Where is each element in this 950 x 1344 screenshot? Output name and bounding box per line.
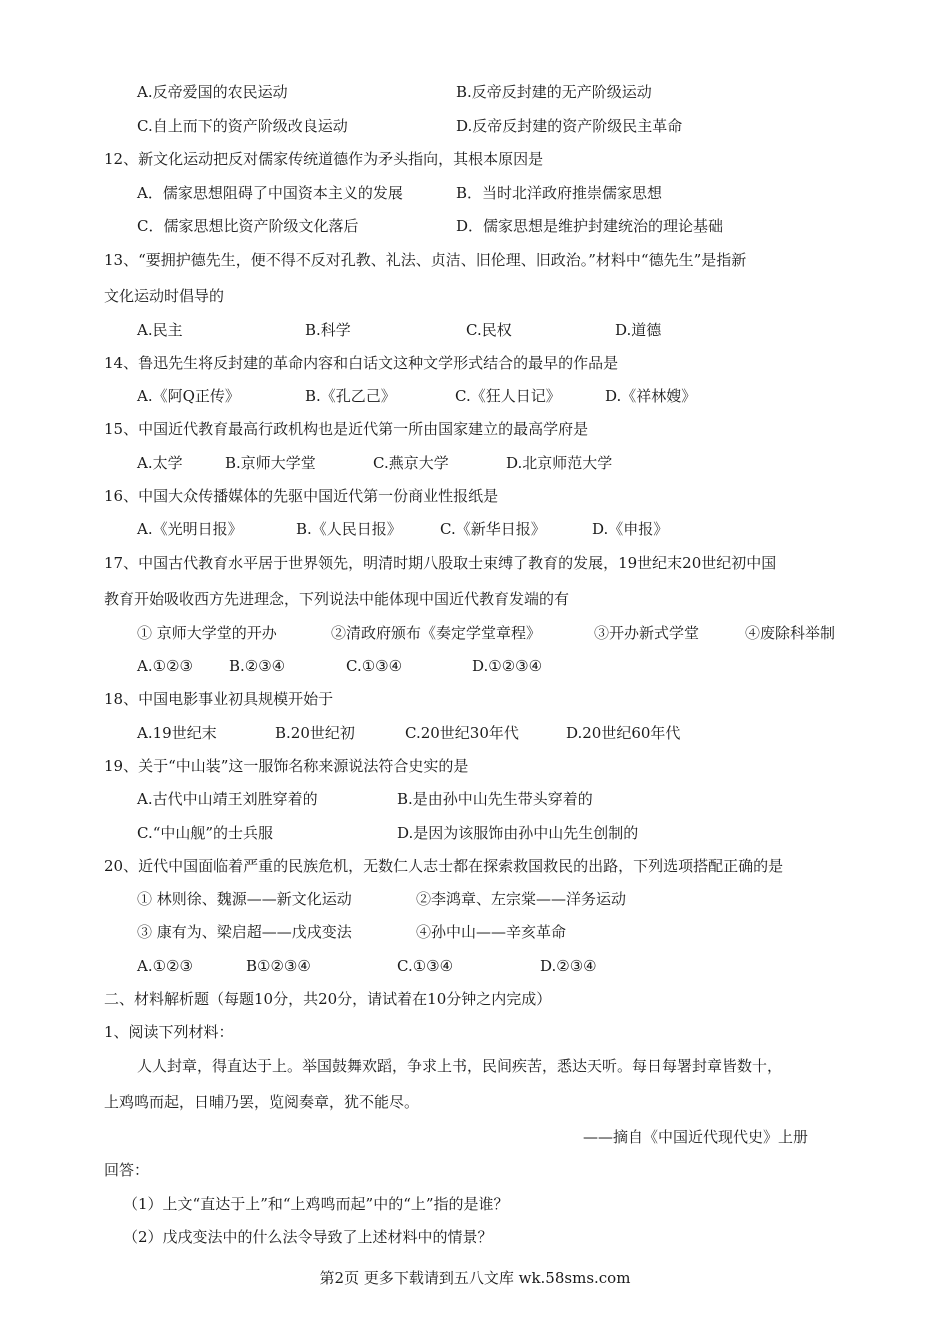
q20-option-a: A.①②③ — [137, 957, 193, 975]
q17-stem-line-1: 17、中国古代教育水平居于世界领先，明清时期八股取士束缚了教育的发展，19世纪末20世纪初中国 — [104, 554, 777, 572]
q18-stem: 18、中国电影事业初具规模开始于 — [104, 690, 334, 708]
q14-stem: 14、鲁迅先生将反封建的革命内容和白话文这种文学形式结合的最早的作品是 — [104, 354, 619, 372]
q11-option-c: C.自上而下的资产阶级改良运动 — [137, 117, 348, 135]
q12-option-d: D．儒家思想是维护封建统治的理论基础 — [456, 217, 724, 235]
material-text-line-2: 上鸡鸣而起，日晡乃罢，览阅奏章，犹不能尽。 — [104, 1093, 420, 1111]
q15-option-a: A.太学 — [137, 454, 183, 472]
q18-option-d: D.20世纪60年代 — [566, 724, 681, 742]
q17-option-a: A.①②③ — [137, 657, 193, 675]
q14-option-a: A.《阿Q正传》 — [137, 387, 240, 405]
q12-option-b: B．当时北洋政府推崇儒家思想 — [456, 184, 663, 202]
q17-item-4: ④废除科举制 — [745, 624, 836, 642]
q15-option-d: D.北京师范大学 — [506, 454, 613, 472]
q20-option-c: C.①③④ — [397, 957, 454, 975]
q12-option-a: A．儒家思想阻碍了中国资本主义的发展 — [137, 184, 403, 202]
q17-item-2: ②清政府颁布《奏定学堂章程》 — [331, 624, 542, 642]
q11-option-b: B.反帝反封建的无产阶级运动 — [456, 83, 652, 101]
q17-option-c: C.①③④ — [346, 657, 403, 675]
q19-option-a: A.古代中山靖王刘胜穿着的 — [137, 790, 318, 808]
q16-option-d: D.《申报》 — [592, 520, 669, 538]
q20-stem: 20、近代中国面临着严重的民族危机，无数仁人志士都在探索救国救民的出路，下列选项搭配正确的是 — [104, 857, 784, 875]
q13-option-b: B.科学 — [305, 321, 351, 339]
q12-option-c: C．儒家思想比资产阶级文化落后 — [137, 217, 359, 235]
q16-option-c: C.《新华日报》 — [440, 520, 546, 538]
q17-stem-line-2: 教育开始吸收西方先进理念，下列说法中能体现中国近代教育发端的有 — [104, 590, 570, 608]
q18-option-c: C.20世纪30年代 — [405, 724, 519, 742]
q19-option-c: C.“中山舰”的士兵服 — [137, 824, 274, 842]
q15-stem: 15、中国近代教育最高行政机构也是近代第一所由国家建立的最高学府是 — [104, 420, 589, 438]
q13-option-d: D.道德 — [615, 321, 662, 339]
page-footer: 第2页 更多下载请到五八文库 wk.58sms.com — [319, 1269, 631, 1287]
q15-option-b: B.京师大学堂 — [225, 454, 316, 472]
q17-option-d: D.①②③④ — [472, 657, 543, 675]
q16-stem: 16、中国大众传播媒体的先驱中国近代第一份商业性报纸是 — [104, 487, 499, 505]
q11-option-a: A.反帝爱国的农民运动 — [137, 83, 288, 101]
material-text-line-1: 人人封章，得直达于上。举国鼓舞欢蹈，争求上书，民间疾苦，悉达天听。每日每署封章皆数十， — [137, 1057, 783, 1075]
answer-label: 回答： — [104, 1161, 150, 1179]
q16-option-b: B.《人民日报》 — [296, 520, 402, 538]
q16-option-a: A.《光明日报》 — [137, 520, 243, 538]
q20-item-2: ②李鸿章、左宗棠——洋务运动 — [416, 890, 627, 908]
q18-option-b: B.20世纪初 — [275, 724, 355, 742]
q20-item-3: ③ 康有为、梁启超——戊戌变法 — [137, 923, 352, 941]
sub-question-2: （2）戊戌变法中的什么法令导致了上述材料中的情景？ — [123, 1228, 493, 1246]
q19-stem: 19、关于“中山装”这一服饰名称来源说法符合史实的是 — [104, 757, 469, 775]
q20-item-1: ① 林则徐、魏源——新文化运动 — [137, 890, 352, 908]
q20-option-d: D.②③④ — [540, 957, 597, 975]
q17-option-b: B.②③④ — [229, 657, 286, 675]
q14-option-b: B.《孔乙己》 — [305, 387, 396, 405]
q17-item-1: ① 京师大学堂的开办 — [137, 624, 277, 642]
q11-option-d: D.反帝反封建的资产阶级民主革命 — [456, 117, 683, 135]
q14-option-d: D.《祥林嫂》 — [605, 387, 697, 405]
q20-item-4: ④孙中山——辛亥革命 — [416, 923, 567, 941]
q14-option-c: C.《狂人日记》 — [455, 387, 561, 405]
q13-stem-line-1: 13、“要拥护德先生，便不得不反对孔教、礼法、贞洁、旧伦理、旧政治。”材料中“德先生”是指新 — [104, 251, 747, 269]
q17-item-3: ③开办新式学堂 — [594, 624, 700, 642]
q19-option-b: B.是由孙中山先生带头穿着的 — [397, 790, 593, 808]
q13-option-c: C.民权 — [466, 321, 512, 339]
q19-option-d: D.是因为该服饰由孙中山先生创制的 — [397, 824, 639, 842]
sub-question-1: （1）上文“直达于上”和“上鸡鸣而起”中的“上”指的是谁？ — [123, 1195, 509, 1213]
q18-option-a: A.19世纪末 — [137, 724, 217, 742]
q12-stem: 12、新文化运动把反对儒家传统道德作为矛头指向，其根本原因是 — [104, 150, 544, 168]
q20-option-b: B①②③④ — [246, 957, 311, 975]
q13-stem-line-2: 文化运动时倡导的 — [104, 287, 225, 305]
q15-option-c: C.燕京大学 — [373, 454, 449, 472]
q13-option-a: A.民主 — [137, 321, 183, 339]
material-source: ——摘自《中国近代现代史》上册 — [583, 1128, 809, 1146]
section2-heading: 二、材料解析题（每题10分，共20分，请试着在10分钟之内完成） — [104, 990, 552, 1008]
material-question-intro: 1、阅读下列材料： — [104, 1023, 234, 1041]
